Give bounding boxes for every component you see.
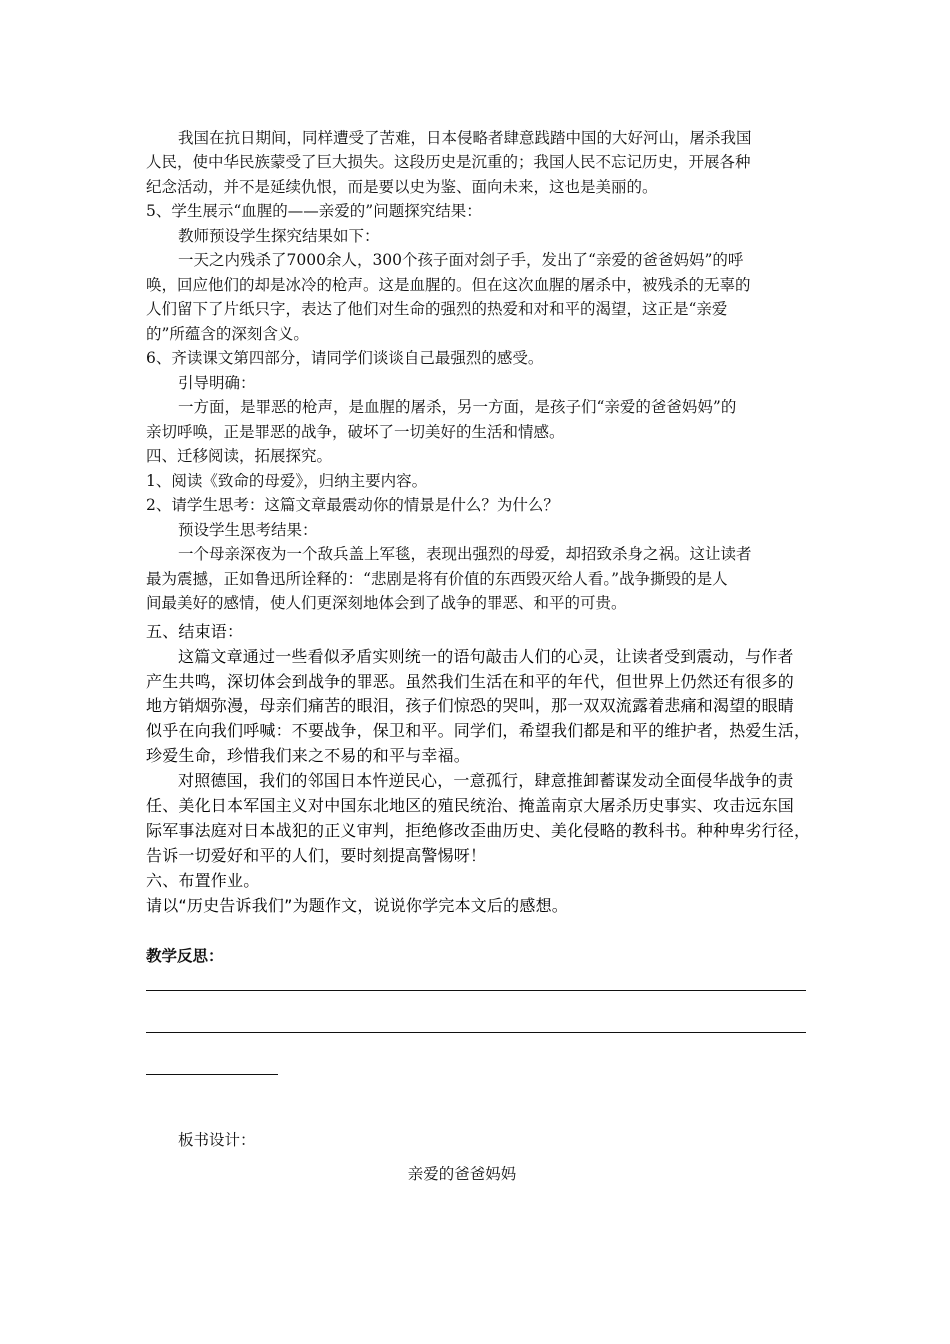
paragraph-line: 预设学生思考结果： [178,521,318,539]
paragraph-line: 人们留下了片纸只字，表达了他们对生命的强烈的热爱和对和平的渴望，这正是“亲爱 [146,300,728,318]
paragraph-line: 对照德国，我们的邻国日本忤逆民心，一意孤行，肆意推卸蓄谋发动全面侵华战争的责 [178,771,794,790]
section-heading: 6、齐读课文第四部分，请同学们谈谈自己最强烈的感受。 [146,349,544,367]
paragraph-line: 人民，使中华民族蒙受了巨大损失。这段历史是沉重的；我国人民不忘记历史，开展各种 [146,153,751,171]
paragraph-line: 纪念活动，并不是延续仇恨，而是要以史为鉴、面向未来，这也是美丽的。 [146,178,658,196]
section-heading: 五、结束语： [146,622,244,641]
reflection-line [146,1074,278,1075]
paragraph-line: 告诉一切爱好和平的人们，要时刻提高警惕呀！ [146,846,487,865]
section-heading: 5、学生展示“血腥的——亲爱的”问题探究结果： [146,202,482,220]
paragraph-line: 亲切呼唤，正是罪恶的战争，破坏了一切美好的生活和情感。 [146,423,565,441]
reflection-label: 教学反思： [146,946,224,965]
paragraph-line: 际军事法庭对日本战犯的正义审判，拒绝修改歪曲历史、美化侵略的教科书。种种卑劣行径， [146,821,811,840]
paragraph-line: 一天之内残杀了7000余人，300个孩子面对刽子手，发出了“亲爱的爸爸妈妈”的呼 [178,251,744,269]
paragraph-line: 一方面，是罪恶的枪声，是血腥的屠杀，另一方面，是孩子们“亲爱的爸爸妈妈”的 [178,398,737,416]
paragraph-line: 请以“历史告诉我们”为题作文，说说你学完本文后的感想。 [146,896,568,915]
paragraph-line: 一个母亲深夜为一个敌兵盖上军毯，表现出强烈的母爱，却招致杀身之祸。这让读者 [178,545,752,563]
reflection-line [146,990,806,991]
paragraph-line: 的”所蕴含的深刻含义。 [146,325,309,343]
paragraph-line: 我国在抗日期间，同样遭受了苦难，日本侵略者肆意践踏中国的大好河山，屠杀我国 [178,129,752,147]
paragraph-line: 任、美化日本军国主义对中国东北地区的殖民统治、掩盖南京大屠杀历史事实、攻击远东国 [146,796,795,815]
paragraph-line: 地方销烟弥漫，母亲们痛苦的眼泪，孩子们惊恐的哭叫，那一双双流露着悲痛和渴望的眼睛 [146,696,795,715]
board-title: 亲爱的爸爸妈妈 [407,1165,517,1183]
paragraph-line: 间最美好的感情，使人们更深刻地体会到了战争的罪恶、和平的可贵。 [146,594,627,612]
board-design-label: 板书设计： [178,1131,256,1149]
section-heading: 六、布置作业。 [146,871,260,890]
paragraph-line: 最为震撼，正如鲁迅所诠释的：“悲剧是将有价值的东西毁灭给人看。”战争撕毁的是人 [146,570,728,588]
paragraph-line: 似乎在向我们呼喊：不要战争，保卫和平。同学们，希望我们都是和平的维护者，热爱生活， [146,721,811,740]
paragraph-line: 产生共鸣，深切体会到战争的罪恶。虽然我们生活在和平的年代，但世界上仍然还有很多的 [146,672,795,691]
list-item: 1、阅读《致命的母爱》，归纳主要内容。 [146,472,428,490]
paragraph-line: 这篇文章通过一些看似矛盾实则统一的语句敲击人们的心灵，让读者受到震动，与作者 [178,647,794,666]
paragraph-line: 引导明确： [178,374,256,392]
paragraph-line: 唤，回应他们的却是冰冷的枪声。这是血腥的。但在这次血腥的屠杀中，被残杀的无辜的 [146,276,751,294]
section-heading: 四、迁移阅读，拓展探究。 [146,447,333,465]
list-item: 2、请学生思考：这篇文章最震动你的情景是什么？为什么？ [146,496,559,514]
reflection-line [146,1032,806,1033]
paragraph-line: 珍爱生命，珍惜我们来之不易的和平与幸福。 [146,746,471,765]
paragraph-line: 教师预设学生探究结果如下： [178,227,380,245]
